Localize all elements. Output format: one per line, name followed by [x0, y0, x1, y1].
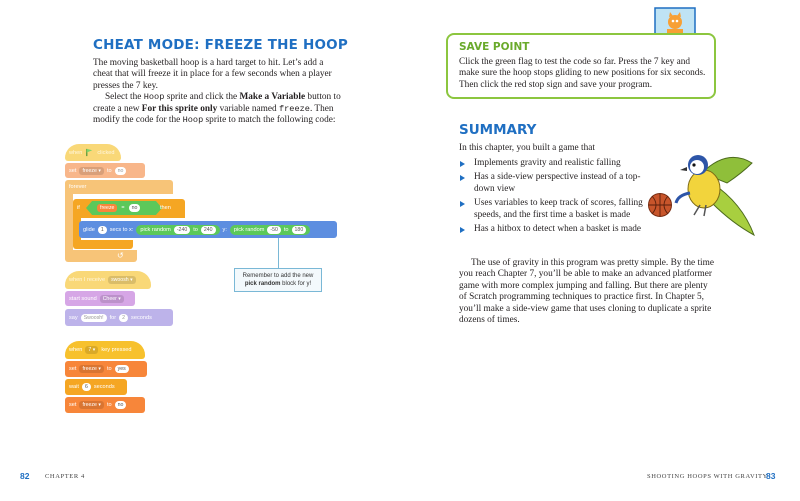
block-set-freeze-yes[interactable] — [65, 361, 147, 377]
running-head-right: SHOOTING HOOPS WITH GRAVITY — [647, 473, 768, 480]
text-span: Select the — [105, 92, 144, 103]
list-item: Has a hitbox to detect when a basket is made — [459, 224, 649, 235]
block-text: if — [77, 205, 80, 211]
loop-arrow-icon: ↺ — [117, 251, 124, 260]
code-hoop: Hoop — [143, 92, 165, 103]
block-text: when — [69, 347, 83, 353]
value-input[interactable]: 240 — [201, 226, 216, 234]
freeze-variable-reporter[interactable]: freeze — [97, 204, 117, 212]
block-text: clicked — [97, 149, 115, 156]
block-text: pick random — [233, 226, 265, 233]
paragraph-1: The moving basketball hoop is a hard target to hit. Let’s add a cheat that will freeze it in place for a few seconds when a player presses the 7 key. — [93, 58, 332, 91]
green-flag-icon — [85, 148, 94, 157]
value-input[interactable]: 2 — [119, 314, 128, 322]
block-text: when — [69, 149, 83, 156]
value-input[interactable]: -240 — [174, 226, 190, 234]
block-text: seconds — [93, 384, 115, 390]
block-text: secs to x: — [109, 226, 134, 233]
callout-text: block for y! — [280, 281, 312, 287]
block-text: then — [160, 205, 171, 211]
block-set-freeze-no[interactable] — [65, 397, 145, 413]
block-text: when I receive — [69, 277, 106, 283]
block-text: seconds — [131, 314, 152, 321]
text-span: sprite to match the following code: — [203, 115, 336, 126]
block-forever-arm — [65, 194, 73, 256]
paragraph-2 — [93, 92, 341, 126]
variable-dropdown[interactable]: freeze ▾ — [79, 365, 103, 373]
summary-heading: SUMMARY — [459, 122, 537, 138]
pick-random-x[interactable] — [136, 225, 219, 235]
list-item: Has a side-view perspective instead of a top-down view — [459, 172, 649, 195]
block-say-for-secs[interactable] — [65, 309, 173, 326]
variable-dropdown[interactable]: freeze ▾ — [79, 401, 103, 409]
callout-line-2 — [235, 280, 321, 288]
value-input[interactable]: Swoosh! — [81, 314, 107, 322]
block-text: set — [69, 366, 77, 372]
sound-dropdown[interactable]: Cheer ▾ — [100, 295, 124, 303]
pick-random-y[interactable] — [230, 225, 310, 235]
instructions-text — [93, 58, 341, 126]
value-input[interactable]: -50 — [267, 226, 281, 234]
block-text: to — [106, 402, 112, 408]
page-number-left: 82 — [20, 471, 30, 481]
callout-connector — [278, 238, 279, 268]
value-input[interactable]: 180 — [292, 226, 307, 234]
bold-for-this-sprite-only: For this sprite only — [141, 103, 218, 114]
block-text: y: — [222, 226, 227, 233]
message-dropdown[interactable]: swoosh ▾ — [108, 276, 136, 284]
text-span: button to create a new — [93, 92, 341, 114]
running-head-left: CHAPTER 4 — [45, 473, 85, 480]
summary-closing-paragraph: The use of gravity in this program was pretty simple. By the time you reach Chapter 7, you’ll be able to make an advanced platformer game with more complex jumping and falling. But there are plenty of Scratch programming techniques to practice first. In Chapter 5, you’ll make a side-view game that uses cloning to duplicate a sprite dozens of times. — [459, 258, 714, 326]
text-span: variable named — [217, 103, 279, 114]
list-item: Implements gravity and realistic falling — [459, 158, 649, 169]
block-start-sound[interactable] — [65, 291, 135, 306]
code-freeze: freeze — [278, 103, 310, 114]
block-set-freeze-no[interactable] — [65, 163, 145, 178]
key-dropdown[interactable]: 7 ▾ — [85, 346, 98, 354]
page-number-right: 83 — [766, 471, 776, 481]
basketball-icon — [647, 192, 673, 218]
block-forever-bottom — [65, 250, 137, 262]
block-text: pick random — [140, 226, 171, 233]
bold-make-a-variable: Make a Variable — [239, 92, 306, 103]
block-text: start sound — [69, 295, 97, 302]
block-text: key pressed — [101, 347, 132, 353]
save-point-text: Click the green flag to test the code so far. Press the 7 key and make sure the hoop stops gliding to new positions for six seconds. Then click the red stop sign and save your program. — [459, 57, 706, 90]
block-when-key-pressed[interactable] — [65, 341, 145, 359]
value-input[interactable]: 6 — [82, 383, 91, 391]
block-text: for — [109, 314, 117, 321]
block-if-bottom — [73, 240, 133, 249]
bird-illustration-icon — [672, 143, 760, 239]
value-input[interactable]: no — [129, 204, 141, 212]
block-wait-seconds[interactable] — [65, 379, 127, 395]
block-text: to — [106, 366, 112, 372]
block-text: set — [69, 402, 77, 408]
block-text: wait — [69, 384, 79, 390]
callout-bold: pick random — [244, 281, 281, 287]
block-text: say — [69, 314, 78, 321]
text-span: sprite and click the — [164, 92, 240, 103]
block-when-flag-clicked[interactable] — [65, 144, 121, 161]
callout-line-1: Remember to add the new — [242, 273, 314, 279]
value-input[interactable]: no — [115, 167, 127, 175]
equals-operator-contents — [97, 201, 140, 215]
value-input[interactable]: yes — [115, 365, 129, 373]
block-when-i-receive[interactable] — [65, 271, 151, 289]
callout-note — [234, 268, 322, 292]
block-text: = — [121, 205, 125, 211]
value-input[interactable]: 1 — [98, 226, 107, 234]
block-text: set — [69, 167, 77, 174]
block-text: to — [193, 226, 198, 233]
block-text: to — [283, 226, 289, 233]
variable-dropdown[interactable]: freeze ▾ — [79, 167, 103, 175]
section-heading-cheat-mode: CHEAT MODE: FREEZE THE HOOP — [93, 37, 348, 53]
summary-bullet-list — [459, 158, 649, 238]
block-text: to — [106, 167, 112, 174]
save-point-heading: SAVE POINT — [459, 41, 530, 53]
value-input[interactable]: no — [115, 401, 127, 409]
list-item: Uses variables to keep track of scores, falling speeds, and the first time a basket is made — [459, 198, 649, 221]
block-text: glide — [83, 226, 95, 233]
text-span: . Then modify the code for the — [93, 103, 334, 126]
summary-intro: In this chapter, you built a game that — [459, 143, 595, 153]
block-glide-to-xy[interactable] — [79, 221, 337, 238]
code-hoop: Hoop — [182, 115, 204, 126]
block-text: forever — [69, 184, 87, 190]
